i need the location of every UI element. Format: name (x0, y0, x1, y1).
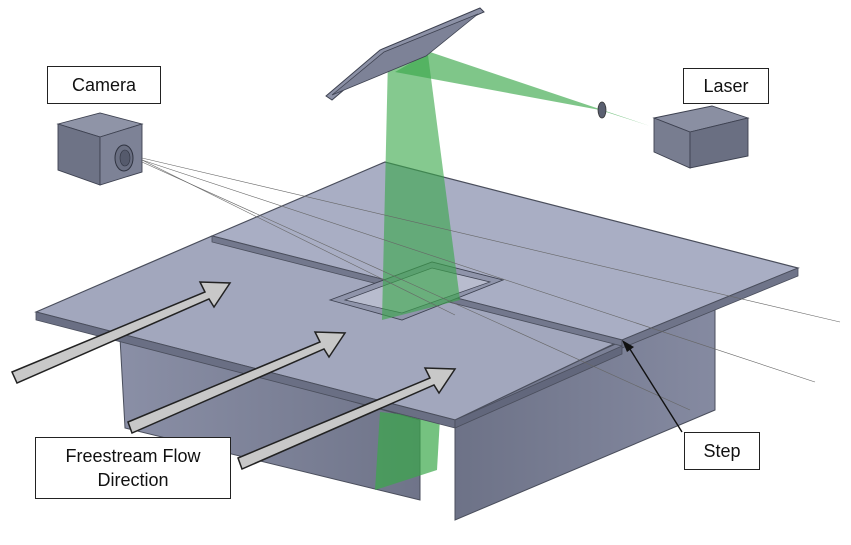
freestream-flow-label (35, 437, 231, 499)
step-label (684, 432, 760, 470)
laser-sheet-lower (375, 412, 440, 490)
laser-lens (598, 102, 606, 118)
freestream-flow-line1: Freestream Flow (65, 446, 201, 466)
camera-label (47, 66, 161, 104)
camera-lens-inner (120, 150, 130, 166)
laser-label-text: Laser (703, 76, 749, 96)
laser-label (683, 68, 769, 104)
step-label-text: Step (703, 441, 741, 461)
freestream-flow-line2: Direction (97, 470, 169, 490)
camera-label-text: Camera (71, 75, 137, 95)
